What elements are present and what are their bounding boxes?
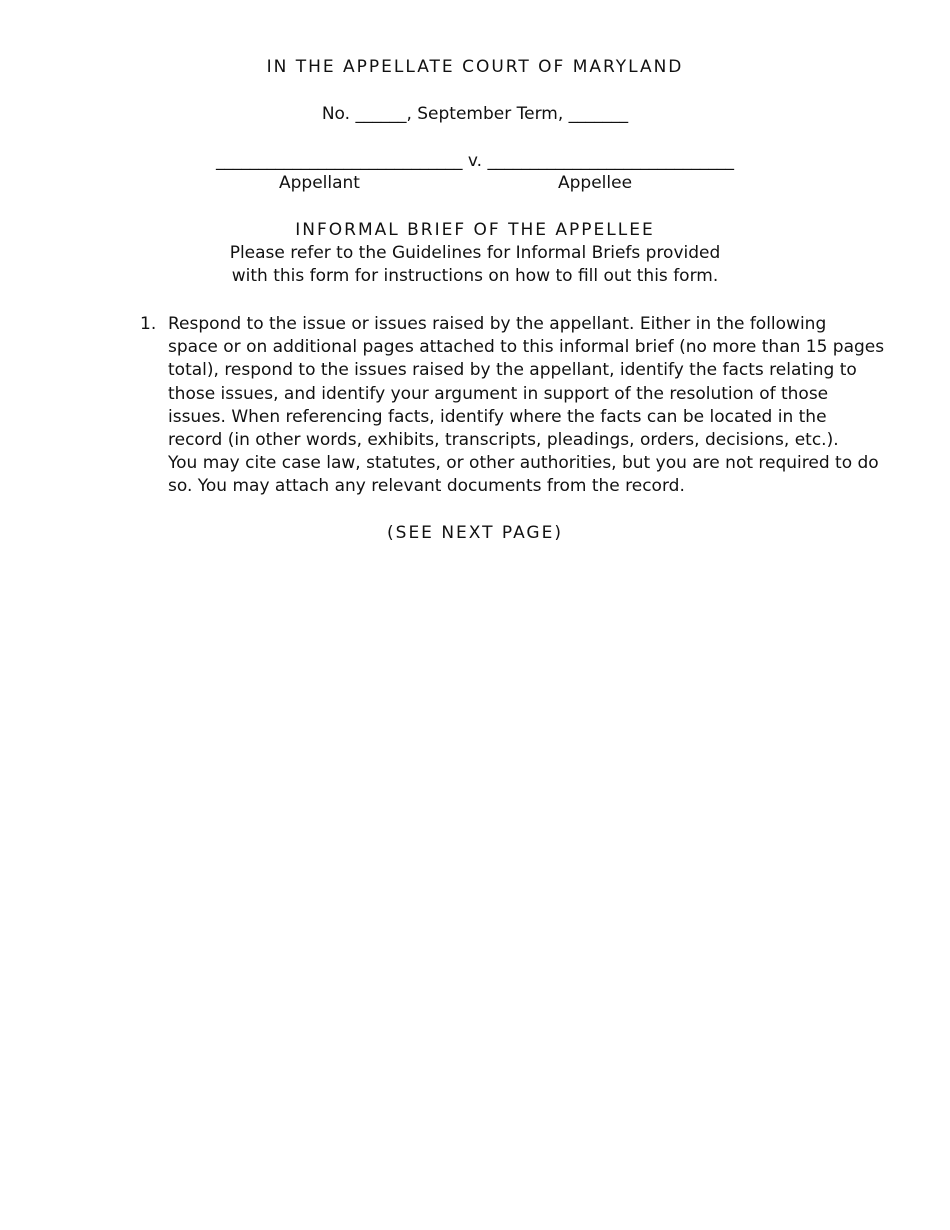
- parties-line: _____________________________ v. _____________________________: [216, 151, 734, 171]
- item-text-line: so. You may attach any relevant documents from the record.: [168, 476, 685, 497]
- court-heading: IN THE APPELLATE COURT OF MARYLAND: [266, 57, 684, 77]
- item-text-line: total), respond to the issues raised by the appellant, identify the facts relating to: [168, 360, 857, 381]
- item-text-line: those issues, and identify your argument in support of the resolution of those: [168, 383, 829, 404]
- appellant-label: Appellant: [279, 173, 360, 193]
- item-text: [168, 313, 885, 499]
- docket-number-line: No. ______, September Term, _______: [321, 104, 629, 124]
- item-number: 1.: [140, 314, 157, 334]
- item-text-line: record (in other words, exhibits, transcripts, pleadings, orders, decisions, etc.).: [168, 430, 839, 451]
- instructions-line-1: Please refer to the Guidelines for Informal Briefs provided: [229, 243, 721, 263]
- item-text-line: issues. When referencing facts, identify where the facts can be located in the: [168, 406, 827, 427]
- see-next-page-note: (SEE NEXT PAGE): [387, 523, 563, 543]
- instructions-line-2: with this form for instructions on how to fill out this form.: [231, 266, 719, 286]
- appellee-label: Appellee: [558, 173, 633, 193]
- item-text-line: space or on additional pages attached to this informal brief (no more than 15 pages: [168, 337, 885, 358]
- item-text-line: You may cite case law, statutes, or other authorities, but you are not required to do: [168, 453, 879, 474]
- brief-title: INFORMAL BRIEF OF THE APPELLEE: [295, 220, 655, 240]
- item-text-line: Respond to the issue or issues raised by the appellant. Either in the following: [168, 314, 827, 334]
